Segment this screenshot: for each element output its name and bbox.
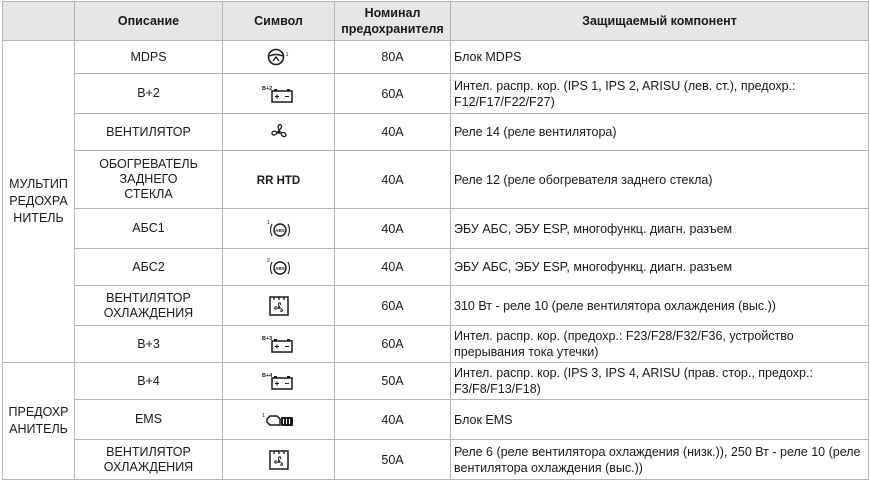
fuse-table <box>2 1 869 480</box>
row-description: B+2 <box>75 74 223 114</box>
abs-tag: 1 <box>266 219 270 226</box>
row-rating: 50A <box>335 363 451 400</box>
row-description: АБС1 <box>75 209 223 249</box>
row-rating: 40A <box>335 400 451 440</box>
row-rating: 60A <box>335 74 451 114</box>
row-rating: 50A <box>335 440 451 480</box>
row-symbol <box>223 249 335 286</box>
row-component: Реле 14 (реле вентилятора) <box>451 114 869 151</box>
row-symbol <box>223 41 335 74</box>
row-symbol <box>223 440 335 480</box>
row-component: Интел. распр. кор. (IPS 1, IPS 2, ARISU (лев. ст.), предохр.: F12/F17/F22/F27) <box>451 74 869 114</box>
row-component: ЭБУ АБС, ЭБУ ESP, многофункц. диагн. разъем <box>451 249 869 286</box>
header-description: Описание <box>75 2 223 41</box>
table-row <box>3 41 869 74</box>
engine-icon <box>260 410 298 430</box>
group-label-fuse: ПРЕДОХР АНИТЕЛЬ <box>3 363 75 480</box>
engine-tag: 1 <box>261 412 265 419</box>
row-component: 310 Вт - реле 10 (реле вентилятора охлаждения (выс.)) <box>451 286 869 326</box>
row-rating: 60A <box>335 286 451 326</box>
row-symbol <box>223 151 335 209</box>
row-symbol <box>223 114 335 151</box>
row-description: B+4 <box>75 363 223 400</box>
table-row <box>3 114 869 151</box>
row-component: Интел. распр. кор. (предохр.: F23/F28/F32/F36, устройство прерывания тока утечки) <box>451 326 869 363</box>
row-component: Блок MDPS <box>451 41 869 74</box>
row-description: ВЕНТИЛЯТОР <box>75 114 223 151</box>
header-rating: Номинал предохранителя <box>335 2 451 41</box>
row-component: Блок EMS <box>451 400 869 440</box>
group-label-multi-fuse: МУЛЬТИП РЕДОХРА НИТЕЛЬ <box>3 41 75 363</box>
battery-icon <box>260 83 298 105</box>
cooling-fan-icon <box>268 449 290 471</box>
row-rating: 40A <box>335 151 451 209</box>
row-description: B+3 <box>75 326 223 363</box>
row-rating: 40A <box>335 114 451 151</box>
battery-icon <box>260 333 298 355</box>
row-component: Интел. распр. кор. (IPS 3, IPS 4, ARISU (прав. стор., предохр.: F3/F8/F13/F18) <box>451 363 869 400</box>
battery-icon <box>260 370 298 392</box>
steering-wheel-icon <box>266 47 292 67</box>
table-row <box>3 74 869 114</box>
header-symbol: Символ <box>223 2 335 41</box>
header-component: Защищаемый компонент <box>451 2 869 41</box>
table-row <box>3 286 869 326</box>
battery-tag: B+4 <box>261 373 272 379</box>
row-description: ОБОГРЕВАТЕЛЬ ЗАДНЕГО СТЕКЛА <box>75 151 223 209</box>
table-row <box>3 151 869 209</box>
abs-icon <box>265 218 293 240</box>
row-symbol <box>223 363 335 400</box>
battery-tag: B+3 <box>261 336 272 342</box>
table-row <box>3 400 869 440</box>
row-symbol <box>223 326 335 363</box>
row-symbol <box>223 400 335 440</box>
abs-label: ABS <box>274 227 285 233</box>
row-symbol <box>223 74 335 114</box>
row-description: АБС2 <box>75 249 223 286</box>
abs-tag: 2 <box>266 258 270 264</box>
row-symbol <box>223 209 335 249</box>
header-blank <box>3 2 75 41</box>
row-rating: 40A <box>335 249 451 286</box>
row-description: EMS <box>75 400 223 440</box>
row-description: ВЕНТИЛЯТОР ОХЛАЖДЕНИЯ <box>75 440 223 480</box>
abs-icon <box>265 256 293 278</box>
table-header-row <box>3 2 869 41</box>
row-symbol <box>223 286 335 326</box>
row-description: MDPS <box>75 41 223 74</box>
row-component: ЭБУ АБС, ЭБУ ESP, многофункц. диагн. разъем <box>451 209 869 249</box>
table-row <box>3 363 869 400</box>
row-component: Реле 12 (реле обогревателя заднего стекла) <box>451 151 869 209</box>
table-row <box>3 249 869 286</box>
table-row <box>3 440 869 480</box>
cooling-fan-icon <box>268 295 290 317</box>
svg-text:1: 1 <box>285 52 289 58</box>
battery-tag: B+2 <box>261 85 272 92</box>
row-rating: 80A <box>335 41 451 74</box>
fan-icon <box>268 122 290 142</box>
row-description: ВЕНТИЛЯТОР ОХЛАЖДЕНИЯ <box>75 286 223 326</box>
row-component: Реле 6 (реле вентилятора охлаждения (низк.)), 250 Вт - реле 10 (реле вентилятора охлаждения (выс.)) <box>451 440 869 480</box>
row-rating: 60A <box>335 326 451 363</box>
table-row <box>3 326 869 363</box>
row-rating: 40A <box>335 209 451 249</box>
symbol-text: RR HTD <box>256 174 301 187</box>
table-row <box>3 209 869 249</box>
abs-label: ABS <box>274 266 285 271</box>
